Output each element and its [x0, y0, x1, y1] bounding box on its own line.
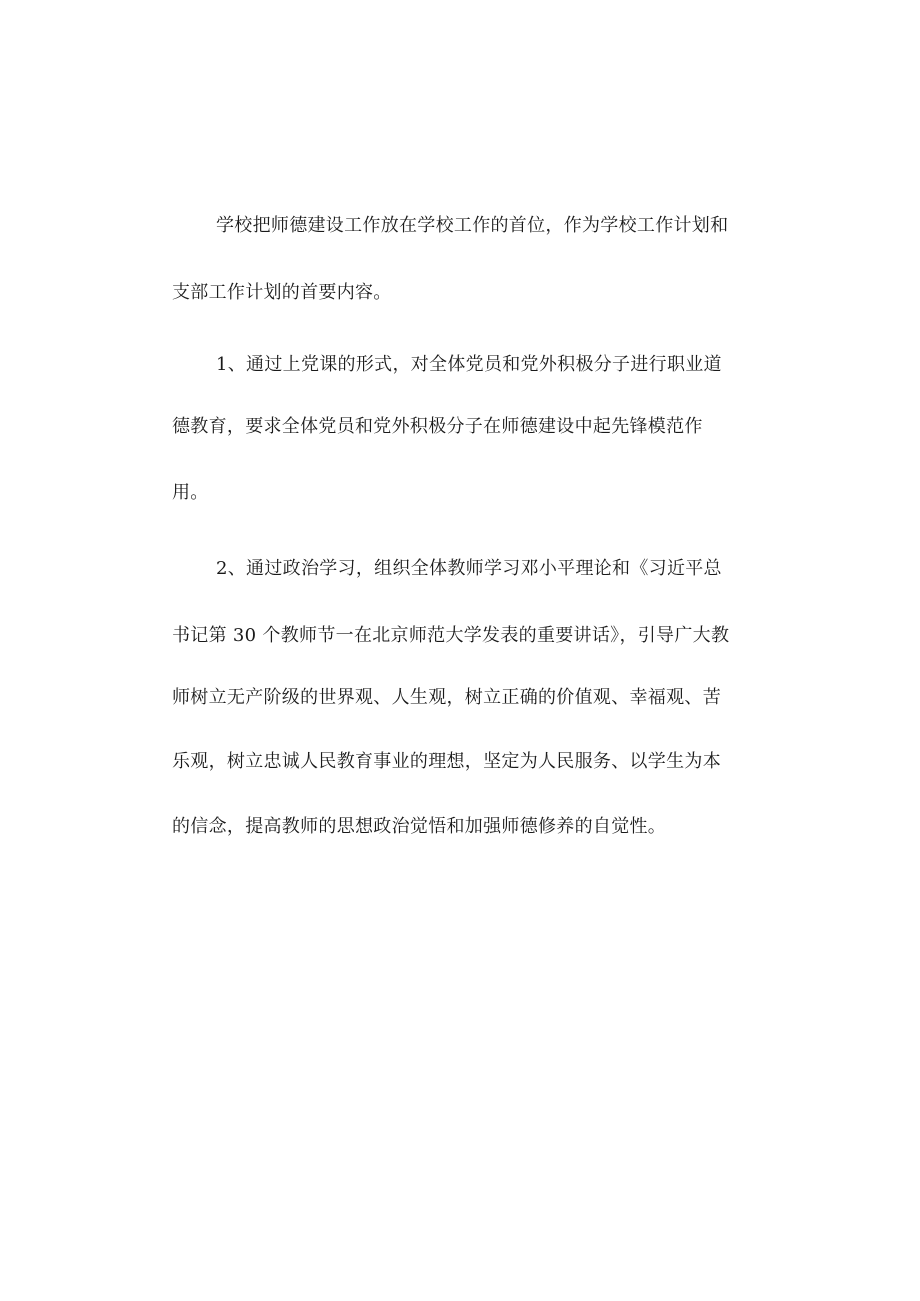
text-line: 乐观，树立忠诚人民教育事业的理想，坚定为人民服务、以学生为本 [172, 751, 721, 772]
text-line: 书记第 30 个教师节一在北京师范大学发表的重要讲话》，引导广大教 [172, 625, 730, 646]
text-line: 用。 [172, 482, 209, 503]
text-line: 德教育，要求全体党员和党外积极分子在师德建设中起先锋模范作 [172, 416, 703, 437]
text-line: 师树立无产阶级的世界观、人生观，树立正确的价值观、幸福观、苦 [172, 687, 721, 708]
text-line: 1、通过上党课的形式，对全体党员和党外积极分子进行职业道 [216, 354, 722, 375]
text-line: 支部工作计划的首要内容。 [172, 282, 392, 303]
text-line: 2、通过政治学习，组织全体教师学习邓小平理论和《习近平总 [216, 558, 722, 579]
text-line: 学校把师德建设工作放在学校工作的首位，作为学校工作计划和 [216, 215, 729, 236]
text-line: 的信念，提高教师的思想政治觉悟和加强师德修养的自觉性。 [172, 816, 667, 837]
